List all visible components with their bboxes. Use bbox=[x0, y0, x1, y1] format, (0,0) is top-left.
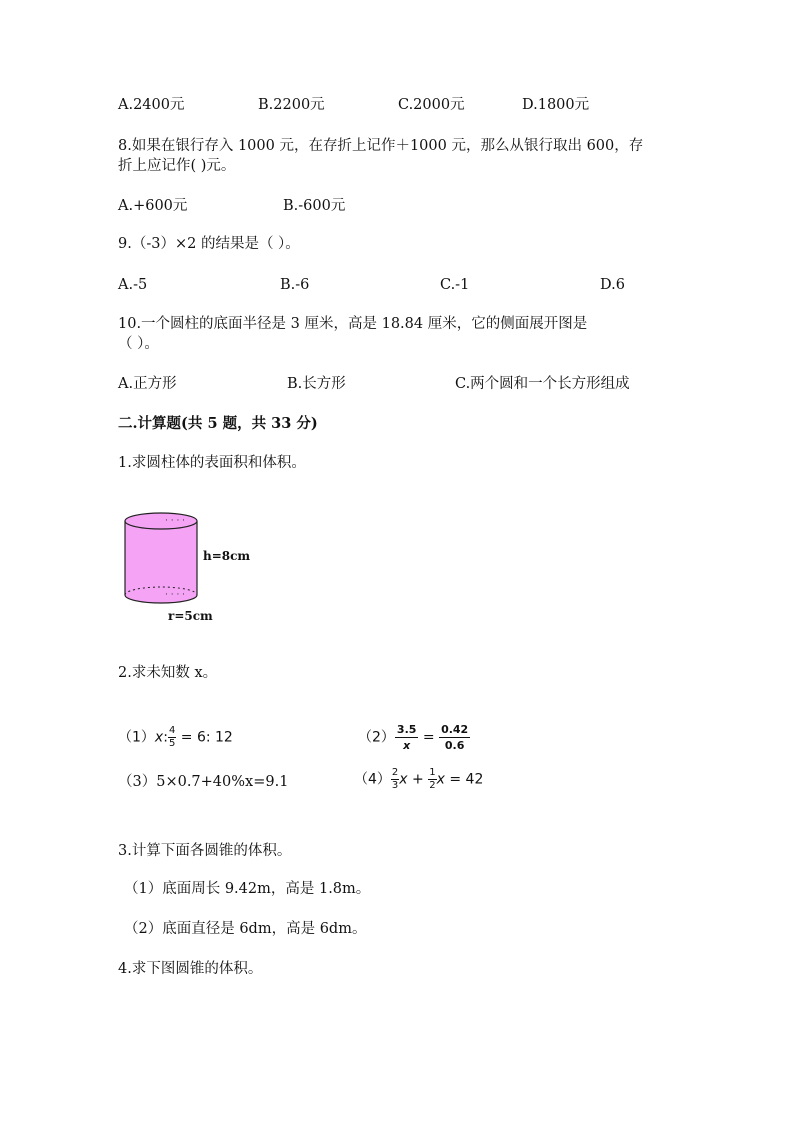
q10-stem-line2: （ ）。 bbox=[118, 336, 159, 352]
eq2-right-numerator: 0.42 bbox=[441, 723, 469, 736]
q9-stem: 9.（-3）×2 的结果是（ ）。 bbox=[118, 236, 300, 252]
eq4-fraction-b bbox=[428, 768, 436, 791]
cylinder-top-face bbox=[125, 513, 197, 529]
equation-1 bbox=[118, 726, 233, 749]
eq4-fraction-b-denominator: 2 bbox=[429, 780, 436, 791]
eq4-x2: x bbox=[436, 771, 445, 788]
eq4-x1: x bbox=[399, 771, 408, 788]
eq4-fraction-a-numerator: 2 bbox=[391, 767, 399, 778]
equation-2 bbox=[358, 724, 470, 751]
eq2-left-fraction bbox=[395, 724, 419, 751]
cylinder-body bbox=[125, 521, 197, 603]
eq2-right-fraction bbox=[439, 724, 470, 751]
eq1-fraction-denominator: 5 bbox=[168, 738, 176, 749]
calc4-stem: 4.求下图圆锥的体积。 bbox=[118, 961, 263, 977]
eq1-fraction-numerator: 4 bbox=[168, 725, 176, 736]
eq4-fraction-a-denominator: 3 bbox=[391, 780, 399, 791]
q9-option-b: B.-6 bbox=[280, 277, 310, 293]
q7-option-d: D.1800元 bbox=[522, 97, 590, 113]
section-title: 二.计算题(共 5 题，共 33 分) bbox=[118, 415, 318, 432]
equation-4 bbox=[354, 768, 483, 791]
eq4-rest: = 42 bbox=[449, 771, 484, 788]
q10-option-a: A.正方形 bbox=[118, 376, 177, 392]
q9-option-c: C.-1 bbox=[440, 277, 470, 293]
q10-option-b: B.长方形 bbox=[287, 376, 346, 392]
calc1-stem: 1.求圆柱体的表面积和体积。 bbox=[118, 455, 306, 471]
eq4-fraction-b-numerator: 1 bbox=[429, 767, 436, 778]
q10-option-c: C.两个圆和一个长方形组成 bbox=[455, 376, 630, 392]
eq2-equals: = bbox=[422, 729, 435, 746]
q9-option-a: A.-5 bbox=[118, 277, 148, 293]
calc3-part1: （1）底面周长 9.42m，高是 1.8m。 bbox=[124, 881, 371, 897]
eq2-left-denominator: x bbox=[403, 739, 411, 752]
eq2-number: （2） bbox=[358, 729, 395, 746]
calc2-stem: 2.求未知数 x。 bbox=[118, 665, 218, 681]
radius-label: r=5cm bbox=[168, 609, 213, 623]
calc3-stem: 3.计算下面各圆锥的体积。 bbox=[118, 843, 292, 859]
q10-stem-line1: 10.一个圆柱的底面半径是 3 厘米，高是 18.84 厘米，它的侧面展开图是 bbox=[118, 316, 588, 332]
equation-3: （3）5×0.7+40%x=9.1 bbox=[118, 774, 289, 790]
bottom-radius-dots: · · · · bbox=[165, 590, 186, 600]
q7-option-a: A.2400元 bbox=[118, 97, 185, 113]
q8-stem-line1: 8.如果在银行存入 1000 元，在存折上记作＋1000 元，那么从银行取出 600，存 bbox=[118, 138, 644, 154]
calc3-part2: （2）底面直径是 6dm，高是 6dm。 bbox=[124, 921, 367, 937]
eq2-left-numerator: 3.5 bbox=[396, 723, 417, 736]
q8-stem-line2: 折上应记作( )元。 bbox=[118, 158, 236, 174]
eq1-x: x bbox=[154, 729, 164, 746]
eq1-number: （1） bbox=[118, 729, 155, 746]
q9-option-d: D.6 bbox=[600, 277, 625, 293]
eq1-colon: : bbox=[163, 729, 168, 746]
eq1-fraction bbox=[168, 726, 176, 749]
top-radius-dots: · · · · bbox=[165, 516, 186, 526]
q8-option-a: A.+600元 bbox=[118, 198, 188, 214]
eq4-plus: + bbox=[412, 771, 424, 788]
height-label: h=8cm bbox=[203, 549, 251, 563]
q7-option-b: B.2200元 bbox=[258, 97, 325, 113]
q7-option-c: C.2000元 bbox=[398, 97, 465, 113]
eq4-number: （4） bbox=[354, 771, 391, 788]
eq1-rest: = 6: 12 bbox=[180, 729, 233, 746]
q8-option-b: B.-600元 bbox=[283, 198, 346, 214]
eq2-right-denominator: 0.6 bbox=[444, 739, 465, 752]
